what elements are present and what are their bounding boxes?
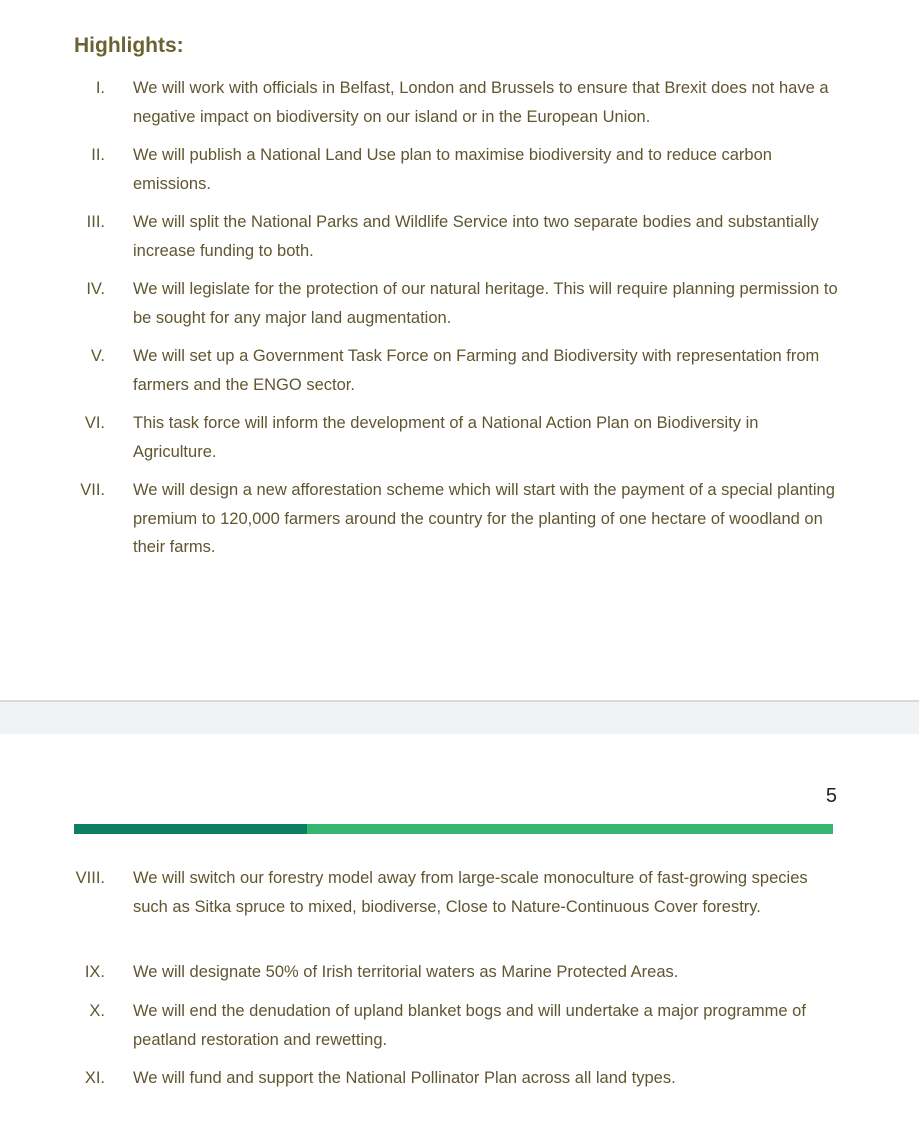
item-number: V.	[90, 347, 105, 365]
item-text: We will split the National Parks and Wildlife Service into two separate bodies and substantially increase funding to both.	[133, 213, 819, 260]
page-number: 5	[825, 785, 837, 807]
item-number: I.	[95, 79, 105, 97]
item-text: We will switch our forestry model away from large-scale monoculture of fast-growing species such as Sitka spruce to mixed, biodiverse, Close to Nature-Continuous Cover forestry.	[133, 869, 808, 916]
item-text: We will set up a Government Task Force on Farming and Biodiversity with representation from farmers and the ENGO sector.	[133, 347, 820, 394]
item-number: III.	[86, 213, 105, 231]
item-text: We will designate 50% of Irish territorial waters as Marine Protected Areas.	[133, 963, 679, 981]
item-number: IV.	[86, 280, 105, 298]
item-number: VI.	[84, 414, 105, 432]
item-text: We will legislate for the protection of our natural heritage. This will require planning permission to be sought for any major land augmentation.	[133, 280, 838, 327]
item-number: X.	[89, 1002, 105, 1020]
page-separator	[0, 700, 919, 734]
highlights-heading: Highlights:	[74, 34, 184, 57]
item-text: We will publish a National Land Use plan to maximise biodiversity and to reduce carbon emissions.	[133, 146, 772, 193]
header-bar-dark-segment	[74, 824, 307, 834]
item-number: VIII.	[75, 869, 105, 887]
item-text: We will fund and support the National Pollinator Plan across all land types.	[133, 1069, 676, 1087]
item-number: VII.	[80, 481, 105, 499]
item-number: IX.	[84, 963, 105, 981]
item-text: We will design a new afforestation scheme which will start with the payment of a special planting premium to 120,000 farmers around the country for the planting of one hectare of woodland on their farms.	[133, 481, 835, 556]
item-number: XI.	[84, 1069, 105, 1087]
item-text: We will end the denudation of upland blanket bogs and will undertake a major programme of peatland restoration and rewetting.	[133, 1002, 806, 1049]
item-number: II.	[91, 146, 105, 164]
header-bar-light-segment	[307, 824, 833, 834]
item-text: We will work with officials in Belfast, London and Brussels to ensure that Brexit does not have a negative impact on biodiversity on our island or in the European Union.	[133, 79, 829, 126]
item-text: This task force will inform the development of a National Action Plan on Biodiversity in Agriculture.	[133, 414, 759, 461]
